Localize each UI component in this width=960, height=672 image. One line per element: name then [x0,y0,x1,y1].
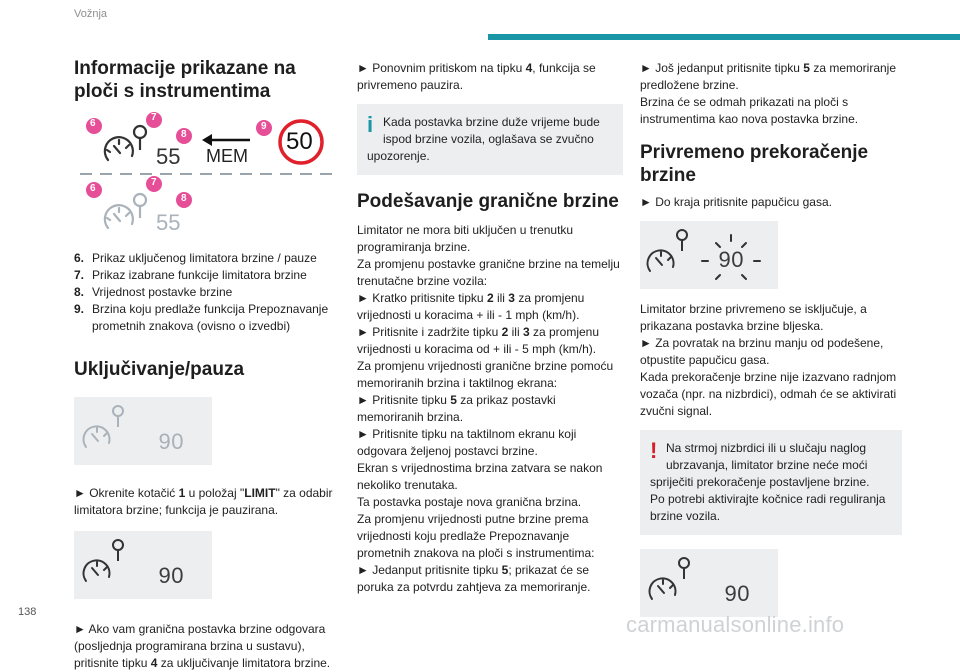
gauge-value: 90 [724,580,750,606]
header-accent-bar [488,34,960,40]
info-note [357,104,623,175]
pin-icon-inactive [134,194,146,218]
paragraph: Za promjenu vrijednosti putne brzine prema vrijednosti koju predlaže Prepoznavanje prometnih znakova na ploči s instrumentima: [357,511,595,560]
section-heading-overspeed: Privremeno prekoračenje brzine [640,142,869,186]
pin-icon [679,558,689,579]
callout-6: 6 [90,117,96,129]
paragraph: Limitator brzine privremeno se isključuje, a prikazana postavka brzine bljeska. [640,301,867,333]
paragraph: ► Kratko pritisnite tipku 2 ili 3 za promjenu vrijednosti u koracima + ili - 1 mph (km/h). [357,290,585,322]
gauge-value: 90 [718,246,744,272]
warning-icon: ! [650,437,658,463]
speedometer-icon [84,427,110,448]
paragraph: ► Ponovnim pritiskom na tipku 4, funkcija se privremeno pauzira. [357,61,596,92]
arrow-left-icon [202,134,250,146]
section-heading-info: Informacije prikazane na ploči s instrumentima [74,58,296,102]
speedometer-icon [650,578,676,599]
header-title: Vožnja [74,8,108,20]
note-text: Na strmoj nizbrdici ili u slučaju naglog ubrzavanja, limitator brzine neće moći [666,440,868,472]
speedometer-icon [105,137,133,160]
pin-icon [113,540,123,561]
pin-icon [677,230,687,251]
page-number: 138 [18,606,37,618]
paragraph: ► Još jedanput pritisnite tipku 5 za memoriranje predložene brzine. [640,61,897,92]
instrument-cluster-illustration [74,111,338,238]
pin-icon [113,406,123,427]
paragraph: Ekran s vrijednostima brzina zatvara se nakon nekoliko trenutaka. [357,460,603,492]
paragraph: Limitator ne mora biti uključen u trenutku programiranja brzine. [357,222,574,254]
paragraph: Kada prekoračenje brzine nije izazvano radnjom vozača (npr. na nizbrdici), odmah će se aktivirati zvučni signal. [640,369,897,418]
list-item: 7. Prikaz izabrane funkcije limitatora brzine [74,267,307,282]
paragraph: ► Ako vam granična postavka brzine odgovara (posljednja programirana brzina u sustavu), pritisnite tipku 4 za uključivanje limitatora brzine. [74,622,331,671]
gauge-value: 90 [158,429,184,455]
callout-8-lower: 8 [181,192,187,204]
list-item: 8. Vrijednost postavke brzine [74,284,233,299]
paragraph: Za promjenu postavke granične brzine na temelju trenutačne brzine vozila: [357,256,620,288]
note-text: spriječiti prekoračenje postavljene brzine. [650,474,870,489]
section-heading-activation: Uključivanje/pauza [74,358,245,380]
note-text: Po potrebi aktivirajte kočnice radi reguliranja brzine vozila. [650,491,886,523]
paragraph: ► Pritisnite tipku 5 za prikaz postavki memoriranih brzina. [357,392,556,424]
info-icon: i [367,112,374,137]
gauge-active-illustration [640,549,778,617]
mem-label: MEM [206,145,248,166]
speedometer-icon [84,561,110,582]
watermark: carmanualsonline.info [626,612,845,637]
paragraph: ► Pritisnite tipku na taktilnom ekranu koji odgovara željenoj postavci brzine. [357,426,577,458]
paragraph: Ta postavka postaje nova granična brzina. [357,494,582,509]
gauge-blinking-illustration [640,221,778,289]
speed-setting-inactive: 55 [156,209,181,235]
paragraph: ► Do kraja pritisnite papučicu gasa. [640,194,832,209]
paragraph: ► Okrenite kotačić 1 u položaj "LIMIT" za odabir limitatora brzine; funkcija je pauzirana. [74,486,333,518]
note-text: upozorenje. [367,149,430,163]
pin-icon [134,126,146,150]
callout-7-lower: 7 [151,176,157,188]
speed-setting-active: 55 [156,143,181,169]
section-heading-setting: Podešavanje granične brzine [357,191,619,212]
column-2 [357,60,623,596]
speed-sign-value: 50 [286,127,313,155]
list-item: 9. Brzina koju predlaže funkcija Prepoznavanje prometnih znakova (ovisno o izvedbi) [74,301,329,333]
list-item: 6. Prikaz uključenog limitatora brzine / pauze [74,250,317,265]
column-3 [640,60,902,617]
paragraph: ► Jedanput pritisnite tipku 5; prikazat će se poruka za potvrdu zahtjeva za memoriranje. [357,562,591,594]
gauge-active-illustration [74,531,212,599]
gauge-value: 90 [158,563,184,589]
speedometer-icon-inactive [105,205,133,228]
paragraph: ► Za povratak na brzinu manju od podešene, otpustite papučicu gasa. [640,335,884,367]
callout-7: 7 [151,111,157,123]
gauge-paused-illustration [74,397,212,465]
legend-list [74,250,338,335]
paragraph: ► Pritisnite i zadržite tipku 2 ili 3 za promjenu vrijednosti u koracima od + ili - 5 mph (km/h). [357,324,600,356]
note-text: Kada postavka brzine duže vrijeme bude ispod brzine vozila, oglašava se zvučno [383,115,600,146]
callout-9: 9 [261,120,267,132]
paragraph: Za promjenu vrijednosti granične brzine pomoću memoriranih brzina i taktilnog ekrana: [357,358,614,390]
callout-8: 8 [181,128,187,140]
warning-note [640,430,902,535]
column-1 [74,58,338,672]
callout-6-lower: 6 [90,182,96,194]
speedometer-icon [648,250,674,271]
paragraph: Brzina će se odmah prikazati na ploči s instrumentima kao nova postavka brzine. [640,95,859,126]
